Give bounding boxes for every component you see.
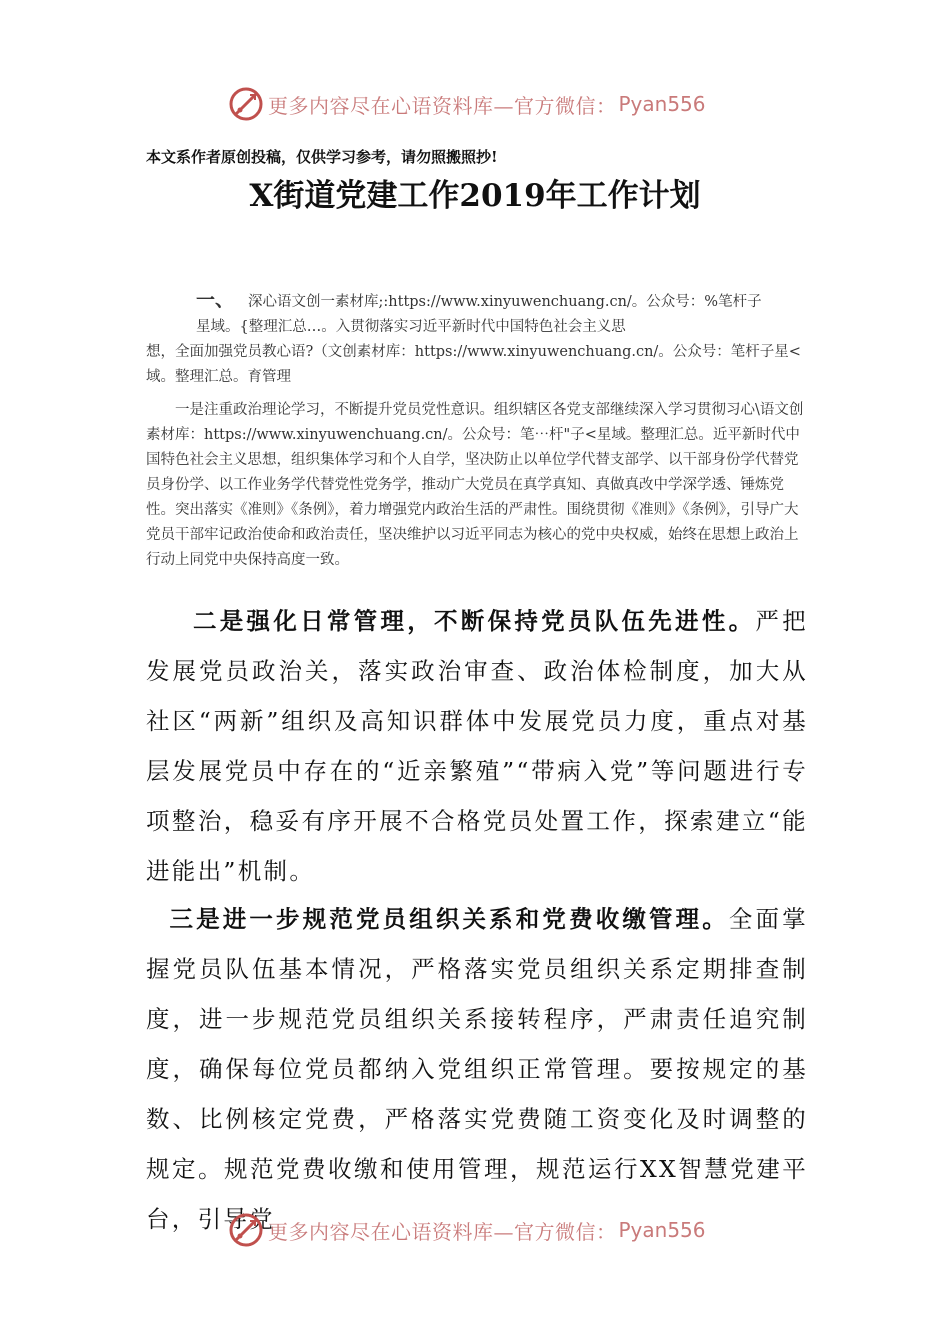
- section-one-line-2: 星域。{整理汇总…。入贯彻落实习近平新时代中国特色社会主义思: [196, 319, 626, 335]
- paragraph-daily-management-body: 严把发展党员政治关，落实政治审查、政治体检制度，加大从社区“两新”组织及高知识群体中发展党员力度，重点对基层发展党员中存在的“近亲繁殖”“带病入党”等问题进行专项整治，稳妥有序开展不合格党员处置工作，探索建立“能进能出”机制。: [146, 607, 808, 885]
- section-one: [146, 288, 810, 390]
- paragraph-political-study: [146, 398, 810, 573]
- banner-wechat-id: Pyan556: [618, 1218, 706, 1242]
- section-one-line-3: 想，全面加强党员教心语?（文创素材库：https://www.xinyuwenchuang.cn/。公众号：笔杆子星<域。整理汇总。育管理: [146, 344, 801, 385]
- paragraph-daily-management: [146, 596, 808, 896]
- section-one-line-1: 深心语文创一素材库;:https://www.xinyuwenchuang.cn/。公众号：%笔杆子: [248, 294, 762, 310]
- banner-wechat-id: Pyan556: [618, 92, 706, 116]
- banner-text: 更多内容尽在心语资料库—官方微信：: [268, 1219, 617, 1244]
- document-title: X街道党建工作2019年工作计划: [249, 178, 701, 214]
- header-watermark-banner: [228, 84, 706, 124]
- footer-watermark-banner: [228, 1210, 706, 1250]
- paragraph-daily-management-lead: 二是强化日常管理，不断保持党员队伍先进性。: [193, 607, 756, 635]
- banner-text: 更多内容尽在心语资料库—官方微信：: [268, 93, 617, 118]
- pen-logo-icon: [228, 1212, 264, 1248]
- paragraph-political-study-text: 一是注重政治理论学习，不断提升党员党性意识。组织辖区各党支部继续深入学习贯彻习心\语文创素材库：https://www.xinyuwenchuang.cn/。公众号：笔⋯杆"子<星域。整理汇总。近平新时代中国特色社会主义思想，组织集体学习和个人自学，坚决防止以单位学代替支部学、以干部身份学代替党员身份学、以工作业务学代替党性党务学，推动广大党员在真学真知、真做真改中学深学透、锤炼党性。突出落实《准则》《条例》，着力增强党内政治生活的严肃性。围绕贯彻《准则》《条例》，引导广大党员干部牢记政治使命和政治责任，坚决维护以习近平同志为核心的党中央权威，始终在思想上政治上行动上同党中央保持高度一致。: [146, 402, 804, 568]
- paragraph-organization-dues-body: 全面掌握党员队伍基本情况，严格落实党员组织关系定期排查制度，进一步规范党员组织关系接转程序，严肃责任追究制度，确保每位党员都纳入党组织正常管理。要按规定的基数、比例核定党费，严格落实党费随工资变化及时调整的规定。规范党费收缴和使用管理，规范运行XX智慧党建平台，引导党: [146, 905, 808, 1233]
- section-one-heading: 一、: [196, 289, 235, 311]
- paragraph-organization-dues-lead: 三是进一步规范党员组织关系和党费收缴管理。: [169, 905, 729, 933]
- copyright-notice: 本文系作者原创投稿，仅供学习参考，请勿照搬照抄!: [146, 148, 498, 166]
- pen-logo-icon: [228, 86, 264, 122]
- paragraph-organization-dues: [146, 894, 808, 1244]
